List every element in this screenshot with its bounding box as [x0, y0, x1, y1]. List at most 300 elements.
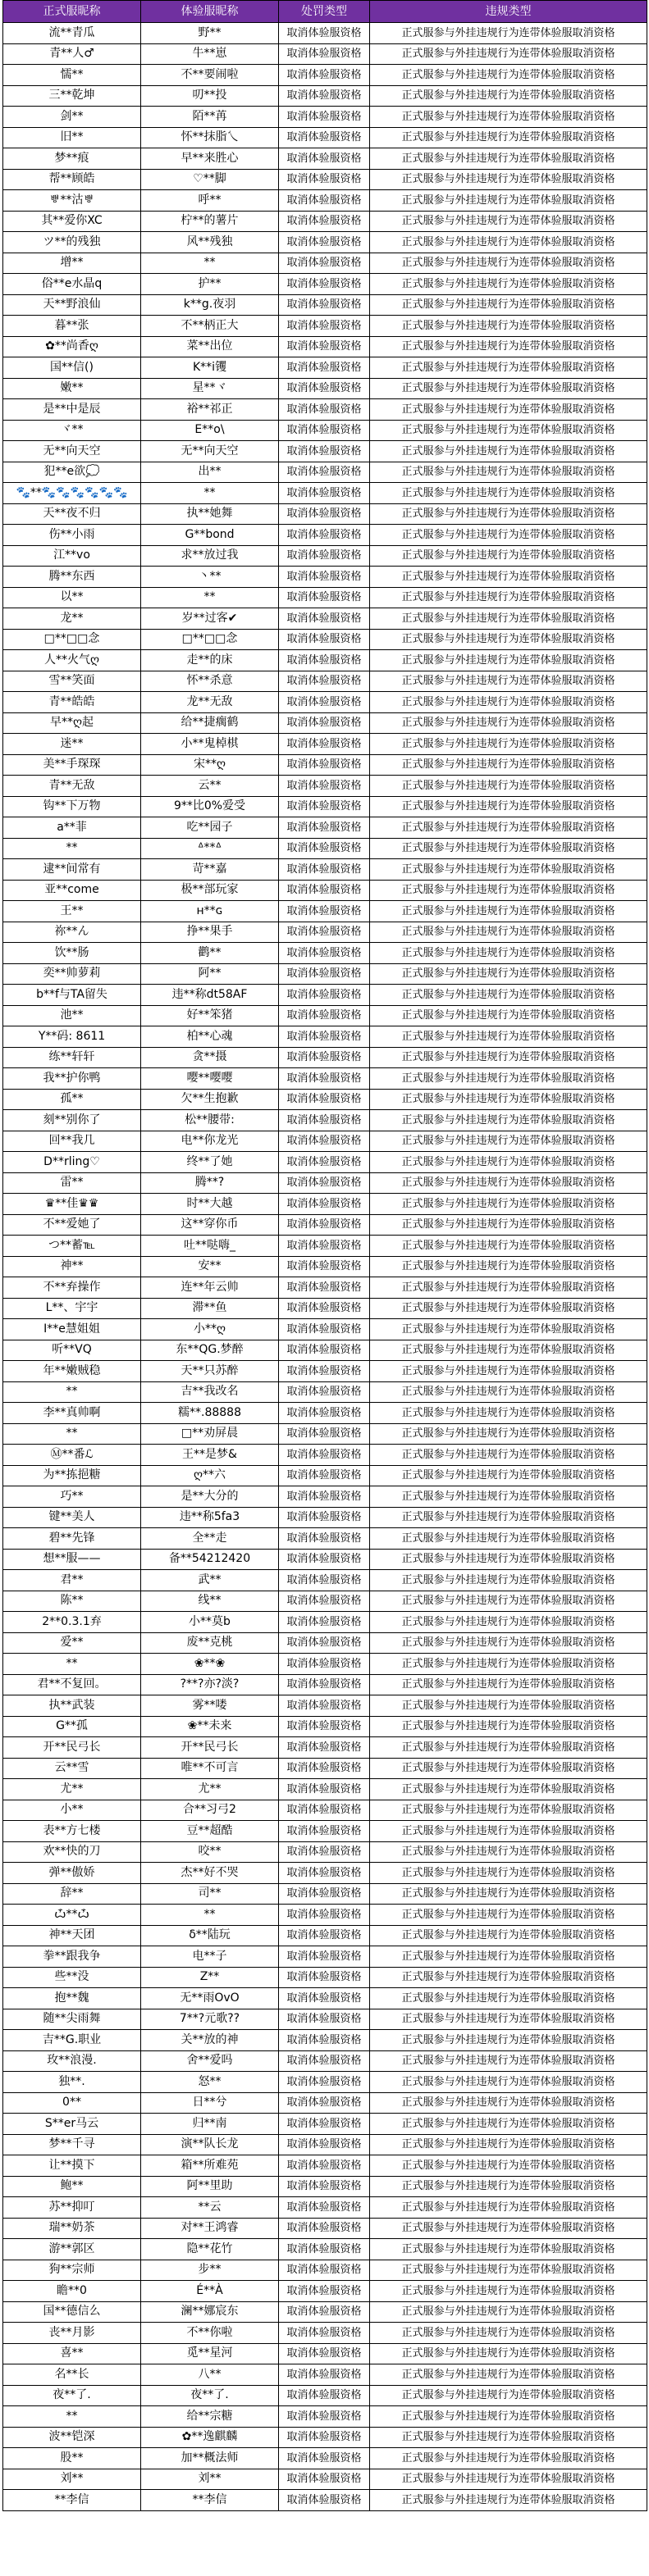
- cell-test-nickname: □**□□念: [141, 629, 279, 650]
- cell-test-nickname: 对**王鸿睿: [141, 2218, 279, 2239]
- table-row: [3, 2134, 647, 2155]
- cell-penalty-type: 取消体验服资格: [279, 859, 370, 881]
- cell-test-nickname: 护**: [141, 274, 279, 295]
- cell-official-nickname: 名**长: [3, 2364, 141, 2386]
- header-penalty-type: 处罚类型: [279, 1, 370, 23]
- cell-penalty-type: 取消体验服资格: [279, 2323, 370, 2344]
- header-official-nickname: 正式服昵称: [3, 1, 141, 23]
- cell-penalty-type: 取消体验服资格: [279, 2469, 370, 2490]
- cell-penalty-type: 取消体验服资格: [279, 336, 370, 357]
- cell-violation-type: 正式服参与外挂违规行为连带体验服取消资格: [370, 2009, 647, 2030]
- cell-penalty-type: 取消体验服资格: [279, 441, 370, 462]
- cell-test-nickname: 步**: [141, 2260, 279, 2281]
- cell-official-nickname: 巧**: [3, 1486, 141, 1508]
- cell-test-nickname: E**o\: [141, 420, 279, 441]
- cell-violation-type: 正式服参与外挂违规行为连带体验服取消资格: [370, 545, 647, 567]
- cell-official-nickname: **李信: [3, 2490, 141, 2511]
- cell-test-nickname: 电**子: [141, 1946, 279, 1968]
- cell-violation-type: 正式服参与外挂违规行为连带体验服取消资格: [370, 567, 647, 588]
- cell-official-nickname: ツ**的残独: [3, 232, 141, 253]
- table-row: [3, 671, 647, 692]
- cell-test-nickname: δ**陆玩: [141, 1925, 279, 1946]
- cell-violation-type: 正式服参与外挂违规行为连带体验服取消资格: [370, 169, 647, 190]
- cell-penalty-type: 取消体验服资格: [279, 838, 370, 859]
- cell-violation-type: 正式服参与外挂违规行为连带体验服取消资格: [370, 587, 647, 608]
- cell-official-nickname: ㅹ**沽ㅹ: [3, 190, 141, 212]
- table-row: [3, 65, 647, 86]
- cell-penalty-type: 取消体验服资格: [279, 817, 370, 839]
- cell-official-nickname: 些**没: [3, 1967, 141, 1988]
- cell-test-nickname: □**劝屏晨: [141, 1423, 279, 1445]
- cell-violation-type: 正式服参与外挂违规行为连带体验服取消资格: [370, 23, 647, 44]
- cell-penalty-type: 取消体验服资格: [279, 2364, 370, 2386]
- cell-penalty-type: 取消体验服资格: [279, 1821, 370, 1842]
- table-row: [3, 274, 647, 295]
- cell-penalty-type: 取消体验服资格: [279, 1089, 370, 1110]
- cell-official-nickname: 刘**: [3, 2469, 141, 2490]
- cell-test-nickname: 豆**超酷: [141, 1821, 279, 1842]
- table-row: [3, 1821, 647, 1842]
- cell-penalty-type: 取消体验服资格: [279, 148, 370, 170]
- cell-penalty-type: 取消体验服资格: [279, 2134, 370, 2155]
- cell-test-nickname: k**g.夜羽: [141, 294, 279, 316]
- cell-penalty-type: 取消体验服资格: [279, 1026, 370, 1048]
- cell-violation-type: 正式服参与外挂违规行为连带体验服取消资格: [370, 1925, 647, 1946]
- table-row: [3, 2281, 647, 2302]
- table-row: [3, 1089, 647, 1110]
- table-row: [3, 107, 647, 128]
- table-row: [3, 880, 647, 901]
- cell-violation-type: 正式服参与外挂违规行为连带体验服取消资格: [370, 1423, 647, 1445]
- cell-test-nickname: 关**放的神: [141, 2030, 279, 2051]
- table-row: [3, 2176, 647, 2197]
- cell-violation-type: 正式服参与外挂违规行为连带体验服取消资格: [370, 608, 647, 630]
- table-row: [3, 525, 647, 546]
- cell-violation-type: 正式服参与外挂违规行为连带体验服取消资格: [370, 1005, 647, 1026]
- cell-penalty-type: 取消体验服资格: [279, 190, 370, 212]
- cell-official-nickname: 早**ღ起: [3, 712, 141, 734]
- table-row: [3, 1026, 647, 1048]
- cell-test-nickname: 加**概法师: [141, 2448, 279, 2469]
- table-row: [3, 1737, 647, 1759]
- cell-penalty-type: 取消体验服资格: [279, 1256, 370, 1277]
- cell-violation-type: 正式服参与外挂违规行为连带体验服取消资格: [370, 2030, 647, 2051]
- cell-violation-type: 正式服参与外挂违规行为连带体验服取消资格: [370, 2301, 647, 2323]
- cell-test-nickname: ❀**❀: [141, 1654, 279, 1675]
- cell-penalty-type: 取消体验服资格: [279, 2114, 370, 2135]
- cell-official-nickname: 增**: [3, 253, 141, 274]
- cell-test-nickname: 鹳**: [141, 943, 279, 964]
- cell-official-nickname: 旧**: [3, 127, 141, 148]
- cell-test-nickname: 嘤**嘤嘤: [141, 1068, 279, 1090]
- cell-test-nickname: Z**: [141, 1967, 279, 1988]
- cell-penalty-type: 取消体验服资格: [279, 1528, 370, 1550]
- cell-official-nickname: 池**: [3, 1005, 141, 1026]
- cell-official-nickname: 狗**宗师: [3, 2260, 141, 2281]
- cell-penalty-type: 取消体验服资格: [279, 1486, 370, 1508]
- cell-official-nickname: 李**真帅啊: [3, 1403, 141, 1424]
- cell-penalty-type: 取消体验服资格: [279, 294, 370, 316]
- cell-violation-type: 正式服参与外挂违规行为连带体验服取消资格: [370, 1507, 647, 1528]
- cell-test-nickname: 违**称5fa3: [141, 1507, 279, 1528]
- cell-violation-type: 正式服参与外挂违规行为连带体验服取消资格: [370, 1905, 647, 1926]
- cell-test-nickname: 连**年云帅: [141, 1277, 279, 1299]
- cell-official-nickname: 俗**e水晶q: [3, 274, 141, 295]
- table-row: [3, 2385, 647, 2406]
- cell-penalty-type: 取消体验服资格: [279, 1381, 370, 1403]
- cell-penalty-type: 取消体验服资格: [279, 1716, 370, 1737]
- table-row: [3, 2323, 647, 2344]
- table-row: [3, 608, 647, 630]
- cell-test-nickname: 云**: [141, 776, 279, 797]
- cell-test-nickname: 无**向天空: [141, 441, 279, 462]
- cell-violation-type: 正式服参与外挂违规行为连带体验服取消资格: [370, 1131, 647, 1152]
- cell-violation-type: 正式服参与外挂违规行为连带体验服取消资格: [370, 754, 647, 776]
- cell-test-nickname: 箱**所难苑: [141, 2155, 279, 2177]
- cell-violation-type: 正式服参与外挂违规行为连带体验服取消资格: [370, 2155, 647, 2177]
- cell-violation-type: 正式服参与外挂违规行为连带体验服取消资格: [370, 2092, 647, 2114]
- table-row: [3, 2009, 647, 2030]
- cell-penalty-type: 取消体验服资格: [279, 2155, 370, 2177]
- table-row: [3, 1800, 647, 1821]
- cell-penalty-type: 取消体验服资格: [279, 1131, 370, 1152]
- cell-official-nickname: I**e慧姐姐: [3, 1319, 141, 1340]
- table-row: [3, 1841, 647, 1863]
- cell-penalty-type: 取消体验服资格: [279, 1298, 370, 1319]
- table-row: [3, 1361, 647, 1382]
- cell-test-nickname: 7**?元歌??: [141, 2009, 279, 2030]
- cell-test-nickname: 小**ღ: [141, 1319, 279, 1340]
- cell-penalty-type: 取消体验服资格: [279, 2030, 370, 2051]
- cell-official-nickname: 祢**ん: [3, 922, 141, 943]
- cell-violation-type: 正式服参与外挂违规行为连带体验服取消资格: [370, 1381, 647, 1403]
- table-row: [3, 2343, 647, 2364]
- cell-penalty-type: 取消体验服资格: [279, 2218, 370, 2239]
- cell-official-nickname: 游**郭区: [3, 2239, 141, 2260]
- table-row: [3, 357, 647, 379]
- cell-official-nickname: つ**蓄℡: [3, 1236, 141, 1257]
- cell-test-nickname: 刘**: [141, 2469, 279, 2490]
- cell-penalty-type: 取消体验服资格: [279, 963, 370, 985]
- cell-violation-type: 正式服参与外挂违规行为连带体验服取消资格: [370, 253, 647, 274]
- cell-violation-type: 正式服参与外挂违规行为连带体验服取消资格: [370, 1277, 647, 1299]
- cell-violation-type: 正式服参与外挂违规行为连带体验服取消资格: [370, 1194, 647, 1215]
- cell-penalty-type: 取消体验服资格: [279, 1591, 370, 1612]
- table-row: [3, 734, 647, 755]
- table-row: [3, 1277, 647, 1299]
- cell-official-nickname: 雪**笑面: [3, 671, 141, 692]
- cell-violation-type: 正式服参与外挂违规行为连带体验服取消资格: [370, 316, 647, 337]
- cell-official-nickname: 犯**e欲💭: [3, 462, 141, 483]
- cell-test-nickname: 线**: [141, 1591, 279, 1612]
- table-row: [3, 1674, 647, 1695]
- cell-test-nickname: 好**笨猪: [141, 1005, 279, 1026]
- cell-penalty-type: 取消体验服资格: [279, 587, 370, 608]
- table-row: [3, 545, 647, 567]
- cell-violation-type: 正式服参与外挂违规行为连带体验服取消资格: [370, 1089, 647, 1110]
- cell-violation-type: 正式服参与外挂违规行为连带体验服取消资格: [370, 1152, 647, 1173]
- cell-penalty-type: 取消体验服资格: [279, 1758, 370, 1779]
- cell-violation-type: 正式服参与外挂违规行为连带体验服取消资格: [370, 1632, 647, 1654]
- cell-test-nickname: 滞**鱼: [141, 1298, 279, 1319]
- cell-test-nickname: 吉**我改名: [141, 1381, 279, 1403]
- cell-test-nickname: 备**54212420: [141, 1549, 279, 1570]
- cell-official-nickname: 吉**G.职业: [3, 2030, 141, 2051]
- cell-penalty-type: 取消体验服资格: [279, 462, 370, 483]
- table-row: [3, 2155, 647, 2177]
- cell-violation-type: 正式服参与外挂违规行为连带体验服取消资格: [370, 525, 647, 546]
- table-row: [3, 85, 647, 107]
- cell-official-nickname: □**□□念: [3, 629, 141, 650]
- cell-penalty-type: 取消体验服资格: [279, 880, 370, 901]
- cell-official-nickname: 天**夜不归: [3, 503, 141, 525]
- cell-test-nickname: 开**民弓长: [141, 1737, 279, 1759]
- cell-penalty-type: 取消体验服资格: [279, 43, 370, 65]
- cell-violation-type: 正式服参与外挂违规行为连带体验服取消资格: [370, 2281, 647, 2302]
- cell-penalty-type: 取消体验服资格: [279, 1632, 370, 1654]
- table-row: [3, 2448, 647, 2469]
- cell-violation-type: 正式服参与外挂违规行为连带体验服取消资格: [370, 922, 647, 943]
- cell-official-nickname: 龙**: [3, 608, 141, 630]
- cell-test-nickname: 柏**心魂: [141, 1026, 279, 1048]
- cell-violation-type: 正式服参与外挂违规行为连带体验服取消资格: [370, 1549, 647, 1570]
- cell-test-nickname: 阿**里助: [141, 2176, 279, 2197]
- cell-penalty-type: 取消体验服资格: [279, 316, 370, 337]
- table-row: [3, 1068, 647, 1090]
- cell-penalty-type: 取消体验服资格: [279, 1194, 370, 1215]
- cell-official-nickname: ѽ**ѽ: [3, 1905, 141, 1926]
- table-row: [3, 503, 647, 525]
- cell-penalty-type: 取消体验服资格: [279, 1465, 370, 1486]
- cell-violation-type: 正式服参与外挂违规行为连带体验服取消资格: [370, 734, 647, 755]
- header-test-nickname: 体验服昵称: [141, 1, 279, 23]
- cell-official-nickname: 听**VQ: [3, 1340, 141, 1361]
- cell-official-nickname: 其**爱你XC: [3, 211, 141, 232]
- table-row: [3, 336, 647, 357]
- cell-test-nickname: 终**了她: [141, 1152, 279, 1173]
- cell-official-nickname: 为**拣挹糖: [3, 1465, 141, 1486]
- cell-official-nickname: 流**青瓜: [3, 23, 141, 44]
- cell-penalty-type: 取消体验服资格: [279, 1172, 370, 1194]
- cell-penalty-type: 取消体验服资格: [279, 2176, 370, 2197]
- cell-penalty-type: 取消体验服资格: [279, 1152, 370, 1173]
- cell-test-nickname: K**i䦆: [141, 357, 279, 379]
- cell-violation-type: 正式服参与外挂违规行为连带体验服取消资格: [370, 2072, 647, 2093]
- cell-violation-type: 正式服参与外挂违规行为连带体验服取消资格: [370, 2385, 647, 2406]
- cell-official-nickname: 瑞**奶茶: [3, 2218, 141, 2239]
- cell-official-nickname: 暮**张: [3, 316, 141, 337]
- cell-official-nickname: G**孤: [3, 1716, 141, 1737]
- cell-official-nickname: 独**.: [3, 2072, 141, 2093]
- cell-official-nickname: 王**: [3, 901, 141, 922]
- cell-official-nickname: 是**中是辰: [3, 399, 141, 421]
- table-row: [3, 1194, 647, 1215]
- cell-penalty-type: 取消体验服资格: [279, 1674, 370, 1695]
- table-row: [3, 2406, 647, 2428]
- cell-test-nickname: **: [141, 483, 279, 504]
- table-row: [3, 1214, 647, 1236]
- cell-test-nickname: **: [141, 1905, 279, 1926]
- cell-violation-type: 正式服参与外挂违规行为连带体验服取消资格: [370, 1528, 647, 1550]
- table-row: [3, 2092, 647, 2114]
- cell-official-nickname: 美**手琛琛: [3, 754, 141, 776]
- cell-official-nickname: 2**0.3.1弃: [3, 1612, 141, 1633]
- cell-test-nickname: 尤**: [141, 1779, 279, 1800]
- table-row: [3, 2050, 647, 2072]
- cell-official-nickname: 青**无敌: [3, 776, 141, 797]
- cell-official-nickname: **: [3, 1381, 141, 1403]
- cell-violation-type: 正式服参与外挂违规行为连带体验服取消资格: [370, 503, 647, 525]
- cell-penalty-type: 取消体验服资格: [279, 1361, 370, 1382]
- table-row: [3, 1110, 647, 1131]
- cell-violation-type: 正式服参与外挂违规行为连带体验服取消资格: [370, 2176, 647, 2197]
- cell-violation-type: 正式服参与外挂违规行为连带体验服取消资格: [370, 420, 647, 441]
- cell-test-nickname: 时**大越: [141, 1194, 279, 1215]
- cell-test-nickname: 阿**: [141, 963, 279, 985]
- cell-violation-type: 正式服参与外挂违规行为连带体验服取消资格: [370, 1674, 647, 1695]
- cell-violation-type: 正式服参与外挂违规行为连带体验服取消资格: [370, 294, 647, 316]
- cell-penalty-type: 取消体验服资格: [279, 1403, 370, 1424]
- penalty-table: [2, 0, 647, 2511]
- table-row: [3, 1988, 647, 2009]
- cell-violation-type: 正式服参与外挂违规行为连带体验服取消资格: [370, 2197, 647, 2219]
- table-row: [3, 712, 647, 734]
- table-row: [3, 1946, 647, 1968]
- cell-penalty-type: 取消体验服资格: [279, 378, 370, 399]
- cell-test-nickname: É**À: [141, 2281, 279, 2302]
- cell-violation-type: 正式服参与外挂违规行为连带体验服取消资格: [370, 1758, 647, 1779]
- table-row: [3, 901, 647, 922]
- cell-violation-type: 正式服参与外挂违规行为连带体验服取消资格: [370, 1172, 647, 1194]
- cell-penalty-type: 取消体验服资格: [279, 922, 370, 943]
- cell-official-nickname: 孤**: [3, 1089, 141, 1110]
- cell-test-nickname: 电**你龙光: [141, 1131, 279, 1152]
- cell-violation-type: 正式服参与外挂违规行为连带体验服取消资格: [370, 1214, 647, 1236]
- cell-test-nickname: 不**要闹啦: [141, 65, 279, 86]
- cell-official-nickname: 懦**: [3, 65, 141, 86]
- table-row: [3, 483, 647, 504]
- cell-violation-type: 正式服参与外挂违规行为连带体验服取消资格: [370, 776, 647, 797]
- cell-violation-type: 正式服参与外挂违规行为连带体验服取消资格: [370, 859, 647, 881]
- cell-official-nickname: 年**嫩贼稳: [3, 1361, 141, 1382]
- table-row: [3, 1423, 647, 1445]
- cell-test-nickname: 吐**哒嗨_: [141, 1236, 279, 1257]
- cell-violation-type: 正式服参与外挂违规行为连带体验服取消资格: [370, 2469, 647, 2490]
- cell-official-nickname: 天**野浪仙: [3, 294, 141, 316]
- cell-violation-type: 正式服参与外挂违规行为连带体验服取消资格: [370, 1361, 647, 1382]
- cell-official-nickname: 股**: [3, 2448, 141, 2469]
- cell-violation-type: 正式服参与外挂违规行为连带体验服取消资格: [370, 650, 647, 671]
- cell-test-nickname: 觅**星河: [141, 2343, 279, 2364]
- cell-violation-type: 正式服参与外挂违规行为连带体验服取消资格: [370, 441, 647, 462]
- table-row: [3, 1256, 647, 1277]
- table-row: [3, 1905, 647, 1926]
- cell-violation-type: 正式服参与外挂违规行为连带体验服取消资格: [370, 127, 647, 148]
- cell-penalty-type: 取消体验服资格: [279, 2050, 370, 2072]
- cell-official-nickname: 雷**: [3, 1172, 141, 1194]
- table-row: [3, 1716, 647, 1737]
- cell-violation-type: 正式服参与外挂违规行为连带体验服取消资格: [370, 43, 647, 65]
- cell-test-nickname: 司**: [141, 1883, 279, 1905]
- cell-penalty-type: 取消体验服资格: [279, 901, 370, 922]
- cell-penalty-type: 取消体验服资格: [279, 253, 370, 274]
- table-row: [3, 1779, 647, 1800]
- cell-test-nickname: 苛**嘉: [141, 859, 279, 881]
- cell-official-nickname: ヾ**: [3, 420, 141, 441]
- cell-official-nickname: 让**摸下: [3, 2155, 141, 2177]
- cell-violation-type: 正式服参与外挂违规行为连带体验服取消资格: [370, 2406, 647, 2428]
- cell-test-nickname: 合**习弓2: [141, 1800, 279, 1821]
- cell-violation-type: 正式服参与外挂违规行为连带体验服取消资格: [370, 2364, 647, 2386]
- table-row: [3, 294, 647, 316]
- cell-official-nickname: 云**雪: [3, 1758, 141, 1779]
- cell-official-nickname: **: [3, 838, 141, 859]
- cell-test-nickname: 星**ヾ: [141, 378, 279, 399]
- table-row: [3, 1570, 647, 1591]
- cell-penalty-type: 取消体验服资格: [279, 1236, 370, 1257]
- cell-official-nickname: 尤**: [3, 1779, 141, 1800]
- table-row: [3, 963, 647, 985]
- cell-penalty-type: 取消体验服资格: [279, 483, 370, 504]
- cell-violation-type: 正式服参与外挂违规行为连带体验服取消资格: [370, 1654, 647, 1675]
- cell-official-nickname: ♛**佳♛♛: [3, 1194, 141, 1215]
- cell-violation-type: 正式服参与外挂违规行为连带体验服取消资格: [370, 336, 647, 357]
- cell-penalty-type: 取消体验服资格: [279, 107, 370, 128]
- cell-penalty-type: 取消体验服资格: [279, 2092, 370, 2114]
- table-row: [3, 1047, 647, 1068]
- cell-official-nickname: **: [3, 1654, 141, 1675]
- cell-violation-type: 正式服参与外挂违规行为连带体验服取消资格: [370, 817, 647, 839]
- cell-penalty-type: 取消体验服资格: [279, 796, 370, 817]
- table-row: [3, 2260, 647, 2281]
- cell-test-nickname: 澜**娜宸东: [141, 2301, 279, 2323]
- cell-violation-type: 正式服参与外挂违规行为连带体验服取消资格: [370, 1967, 647, 1988]
- cell-test-nickname: **: [141, 253, 279, 274]
- cell-penalty-type: 取消体验服资格: [279, 1800, 370, 1821]
- table-row: [3, 127, 647, 148]
- cell-violation-type: 正式服参与外挂违规行为连带体验服取消资格: [370, 880, 647, 901]
- cell-official-nickname: 爱**: [3, 1632, 141, 1654]
- cell-penalty-type: 取消体验服资格: [279, 65, 370, 86]
- cell-penalty-type: 取消体验服资格: [279, 1507, 370, 1528]
- cell-violation-type: 正式服参与外挂违规行为连带体验服取消资格: [370, 483, 647, 504]
- cell-violation-type: 正式服参与外挂违规行为连带体验服取消资格: [370, 190, 647, 212]
- cell-violation-type: 正式服参与外挂违规行为连带体验服取消资格: [370, 1591, 647, 1612]
- cell-test-nickname: 野**: [141, 23, 279, 44]
- table-row: [3, 2114, 647, 2135]
- cell-violation-type: 正式服参与外挂违规行为连带体验服取消资格: [370, 1256, 647, 1277]
- cell-violation-type: 正式服参与外挂违规行为连带体验服取消资格: [370, 1612, 647, 1633]
- cell-official-nickname: 回**我几: [3, 1131, 141, 1152]
- cell-test-nickname: ʜ**ɢ: [141, 901, 279, 922]
- cell-official-nickname: 瞻**0: [3, 2281, 141, 2302]
- cell-penalty-type: 取消体验服资格: [279, 1988, 370, 2009]
- cell-penalty-type: 取消体验服资格: [279, 1549, 370, 1570]
- table-row: [3, 2197, 647, 2219]
- table-row: [3, 148, 647, 170]
- table-row: [3, 169, 647, 190]
- table-row: [3, 1549, 647, 1570]
- cell-violation-type: 正式服参与外挂违规行为连带体验服取消资格: [370, 107, 647, 128]
- cell-penalty-type: 取消体验服资格: [279, 1905, 370, 1926]
- cell-violation-type: 正式服参与外挂违规行为连带体验服取消资格: [370, 1486, 647, 1508]
- cell-violation-type: 正式服参与外挂违规行为连带体验服取消资格: [370, 901, 647, 922]
- cell-violation-type: 正式服参与外挂违规行为连带体验服取消资格: [370, 1800, 647, 1821]
- cell-penalty-type: 取消体验服资格: [279, 2239, 370, 2260]
- cell-official-nickname: 开**民弓长: [3, 1737, 141, 1759]
- cell-violation-type: 正式服参与外挂违规行为连带体验服取消资格: [370, 211, 647, 232]
- cell-violation-type: 正式服参与外挂违规行为连带体验服取消资格: [370, 1863, 647, 1884]
